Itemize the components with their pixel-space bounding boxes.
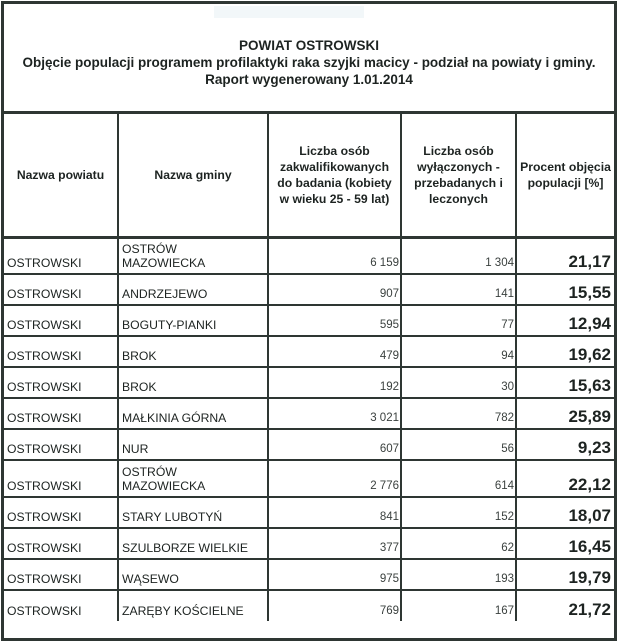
faded-watermark <box>214 6 364 18</box>
cell-qualified: 6 159 <box>268 237 401 274</box>
cell-powiat: OSTROWSKI <box>4 336 118 367</box>
cell-powiat: OSTROWSKI <box>4 590 118 621</box>
cell-excluded: 62 <box>401 528 516 559</box>
cell-excluded: 167 <box>401 590 516 621</box>
cell-powiat: OSTROWSKI <box>4 429 118 460</box>
cell-gmina <box>118 528 268 559</box>
coverage-table <box>4 114 614 621</box>
cell-qualified: 607 <box>268 429 401 460</box>
cell-qualified: 841 <box>268 497 401 528</box>
header-powiat: Nazwa powiatu <box>4 114 118 237</box>
cell-qualified: 377 <box>268 528 401 559</box>
report-subtitle: Objęcie populacji programem profilaktyki raka szyjki macicy - podział na powiaty i gminy. <box>22 55 596 70</box>
table-row <box>4 398 614 429</box>
gmina-line-2: ANDRZEJEWO <box>122 287 208 301</box>
report-generated-date: Raport wygenerowany 1.01.2014 <box>205 72 413 87</box>
gmina-line-2: STARY LUBOTYŃ <box>122 510 223 524</box>
cell-excluded: 77 <box>401 305 516 336</box>
cell-powiat: OSTROWSKI <box>4 305 118 336</box>
cell-qualified: 595 <box>268 305 401 336</box>
table-row <box>4 429 614 460</box>
cell-percent: 15,63 <box>516 367 614 398</box>
cell-percent: 22,12 <box>516 460 614 497</box>
cell-excluded: 614 <box>401 460 516 497</box>
cell-excluded: 152 <box>401 497 516 528</box>
gmina-line-2: MAZOWIECKA <box>122 256 206 270</box>
cell-excluded: 193 <box>401 559 516 590</box>
report-frame <box>1 1 617 641</box>
cell-qualified: 769 <box>268 590 401 621</box>
table-header-row <box>4 114 614 237</box>
gmina-line-2: BROK <box>122 380 157 394</box>
cell-qualified: 3 021 <box>268 398 401 429</box>
cell-percent: 9,23 <box>516 429 614 460</box>
table-row <box>4 528 614 559</box>
table-row <box>4 559 614 590</box>
cell-gmina <box>118 590 268 621</box>
table-body <box>4 237 614 621</box>
cell-qualified: 2 776 <box>268 460 401 497</box>
cell-excluded: 782 <box>401 398 516 429</box>
cell-gmina <box>118 559 268 590</box>
table-row <box>4 497 614 528</box>
cell-qualified: 192 <box>268 367 401 398</box>
gmina-line-1: OSTRÓW <box>122 465 177 479</box>
cell-percent: 15,55 <box>516 274 614 305</box>
table-row <box>4 460 614 497</box>
cell-powiat: OSTROWSKI <box>4 398 118 429</box>
table-row <box>4 305 614 336</box>
gmina-line-1: OSTRÓW <box>122 242 177 256</box>
report-title-block <box>4 37 614 88</box>
cell-excluded: 1 304 <box>401 237 516 274</box>
cell-powiat: OSTROWSKI <box>4 367 118 398</box>
cell-powiat: OSTROWSKI <box>4 528 118 559</box>
cell-percent: 19,62 <box>516 336 614 367</box>
cell-qualified: 907 <box>268 274 401 305</box>
cell-percent: 21,72 <box>568 600 611 619</box>
cell-percent: 18,07 <box>516 497 614 528</box>
gmina-line-2: WĄSEWO <box>122 572 179 586</box>
table-row <box>4 237 614 274</box>
cell-percent: 19,79 <box>516 559 614 590</box>
cell-gmina <box>118 497 268 528</box>
gmina-line-2: BROK <box>122 349 157 363</box>
report-header <box>4 4 614 114</box>
cell-powiat: OSTROWSKI <box>4 237 118 274</box>
cell-gmina <box>118 398 268 429</box>
cell-percent: 16,45 <box>516 528 614 559</box>
gmina-line-2: MAZOWIECKA <box>122 479 206 493</box>
cell-excluded: 30 <box>401 367 516 398</box>
cell-excluded: 94 <box>401 336 516 367</box>
cell-gmina <box>118 305 268 336</box>
report-title: POWIAT OSTROWSKI <box>239 38 379 53</box>
cell-percent: 12,94 <box>516 305 614 336</box>
cell-gmina <box>118 429 268 460</box>
header-gmina: Nazwa gminy <box>118 114 268 237</box>
gmina-line-2: MAŁKINIA GÓRNA <box>122 411 227 425</box>
gmina-line-2: ZARĘBY KOŚCIELNE <box>122 604 244 618</box>
table-row <box>4 336 614 367</box>
cell-percent: 21,17 <box>516 237 614 274</box>
cell-percent: 25,89 <box>516 398 614 429</box>
gmina-line-2: NUR <box>122 442 149 456</box>
table-row <box>4 590 614 621</box>
cell-powiat: OSTROWSKI <box>4 497 118 528</box>
cell-excluded: 141 <box>401 274 516 305</box>
table-row <box>4 274 614 305</box>
cell-qualified: 975 <box>268 559 401 590</box>
cell-gmina <box>118 336 268 367</box>
gmina-line-2: BOGUTY-PIANKI <box>122 318 217 332</box>
gmina-line-2: SZULBORZE WIELKIE <box>122 541 248 555</box>
cell-powiat: OSTROWSKI <box>4 559 118 590</box>
cell-powiat: OSTROWSKI <box>4 274 118 305</box>
header-excluded: Liczba osób wyłączonych - przebadanych i leczonych <box>401 114 516 237</box>
table-row <box>4 367 614 398</box>
cell-qualified: 479 <box>268 336 401 367</box>
cell-gmina <box>118 460 268 497</box>
cell-gmina <box>118 237 268 274</box>
header-percent: Procent objęcia populacji [%] <box>516 114 614 237</box>
header-qualified: Liczba osób zakwalifikowanych do badania (kobiety w wieku 25 - 59 lat) <box>268 114 401 237</box>
cell-gmina <box>118 367 268 398</box>
cell-gmina <box>118 274 268 305</box>
cell-powiat: OSTROWSKI <box>4 460 118 497</box>
cell-excluded: 56 <box>401 429 516 460</box>
